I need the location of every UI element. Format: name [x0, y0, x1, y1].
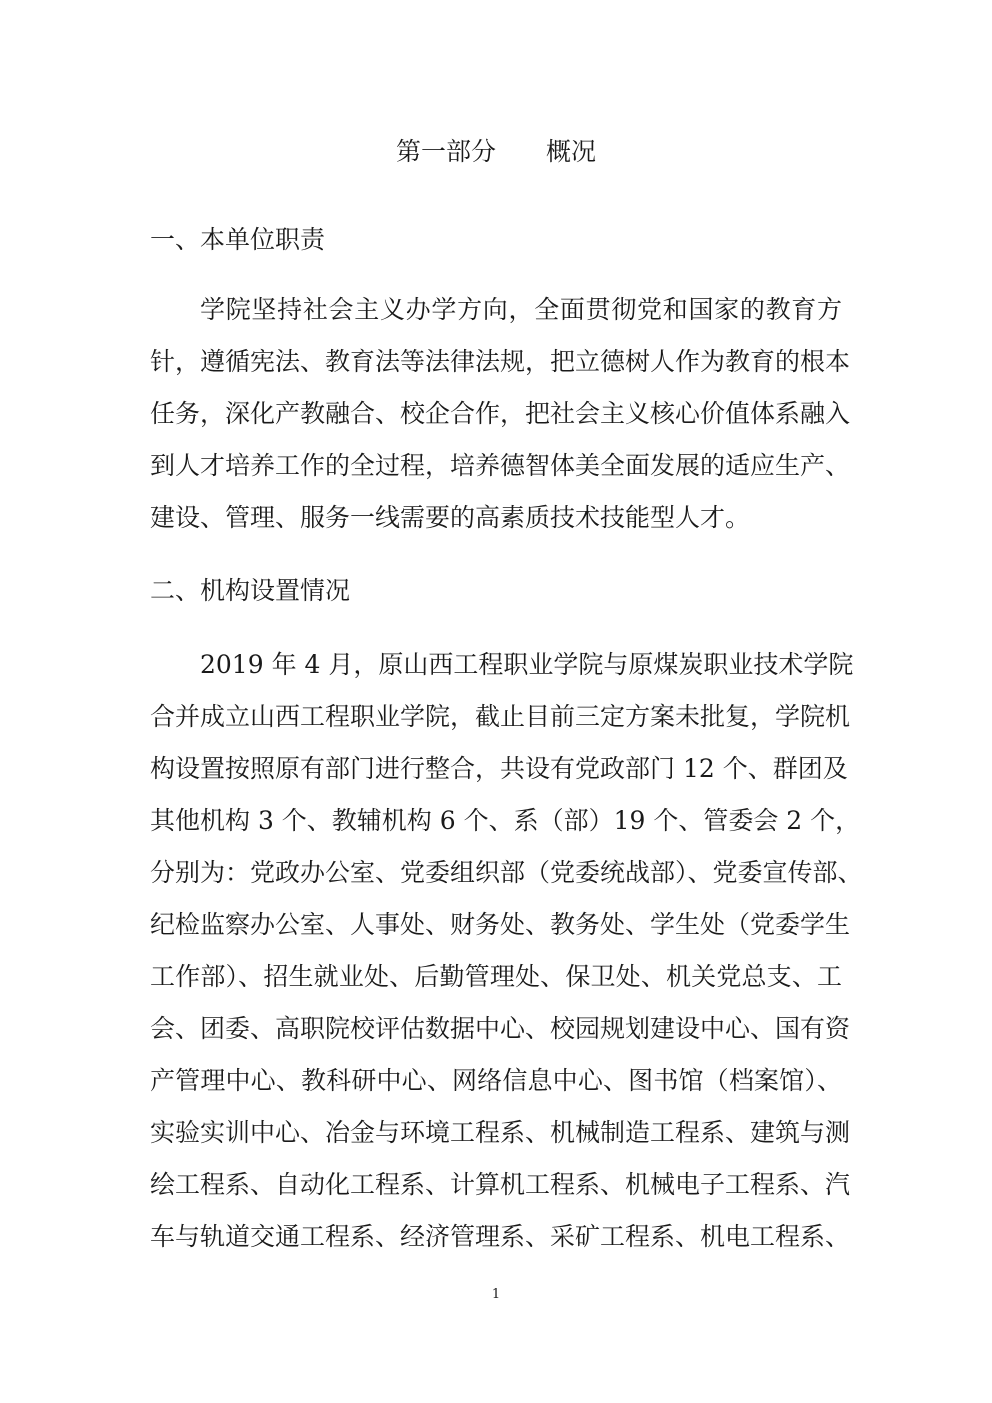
paragraph-line: 2019 年 4 月，原山西工程职业学院与原煤炭职业技术学院 — [200, 650, 854, 679]
section-heading-responsibilities: 一、本单位职责 — [150, 225, 326, 254]
paragraph-line: 工作部）、招生就业处、后勤管理处、保卫处、机关党总支、工 — [150, 962, 842, 991]
paragraph-line: 产管理中心、教科研中心、网络信息中心、图书馆（档案馆）、 — [150, 1066, 842, 1095]
page-number: 1 — [491, 1287, 501, 1302]
paragraph-line: 建设、管理、服务一线需要的高素质技术技能型人才。 — [150, 503, 751, 532]
paragraph-line: 绘工程系、自动化工程系、计算机工程系、机械电子工程系、汽 — [150, 1170, 851, 1199]
paragraph-line: 其他机构 3 个、教辅机构 6 个、系（部）19 个、管委会 2 个， — [150, 806, 861, 835]
paragraph-line: 车与轨道交通工程系、经济管理系、采矿工程系、机电工程系、 — [150, 1222, 851, 1251]
paragraph-line: 合并成立山西工程职业学院，截止目前三定方案未批复，学院机 — [150, 702, 851, 731]
paragraph-line: 实验实训中心、冶金与环境工程系、机械制造工程系、建筑与测 — [150, 1118, 851, 1147]
paragraph-line: 到人才培养工作的全过程，培养德智体美全面发展的适应生产、 — [150, 451, 851, 480]
section-heading-organization: 二、机构设置情况 — [150, 576, 351, 605]
paragraph-line: 会、团委、高职院校评估数据中心、校园规划建设中心、国有资 — [150, 1014, 851, 1043]
paragraph-line: 分别为：党政办公室、党委组织部（党委统战部）、党委宣传部、 — [150, 858, 863, 887]
paragraph-line: 针，遵循宪法、教育法等法律法规，把立德树人作为教育的根本 — [150, 347, 851, 376]
paragraph-line: 构设置按照原有部门进行整合，共设有党政部门 12 个、群团及 — [150, 754, 848, 783]
paragraph-line: 纪检监察办公室、人事处、财务处、教务处、学生处（党委学生 — [150, 910, 851, 939]
paragraph-line: 学院坚持社会主义办学方向，全面贯彻党和国家的教育方 — [200, 295, 842, 324]
page-title: 第一部分 概况 — [395, 137, 596, 166]
paragraph-line: 任务，深化产教融合、校企合作，把社会主义核心价值体系融入 — [150, 399, 851, 428]
